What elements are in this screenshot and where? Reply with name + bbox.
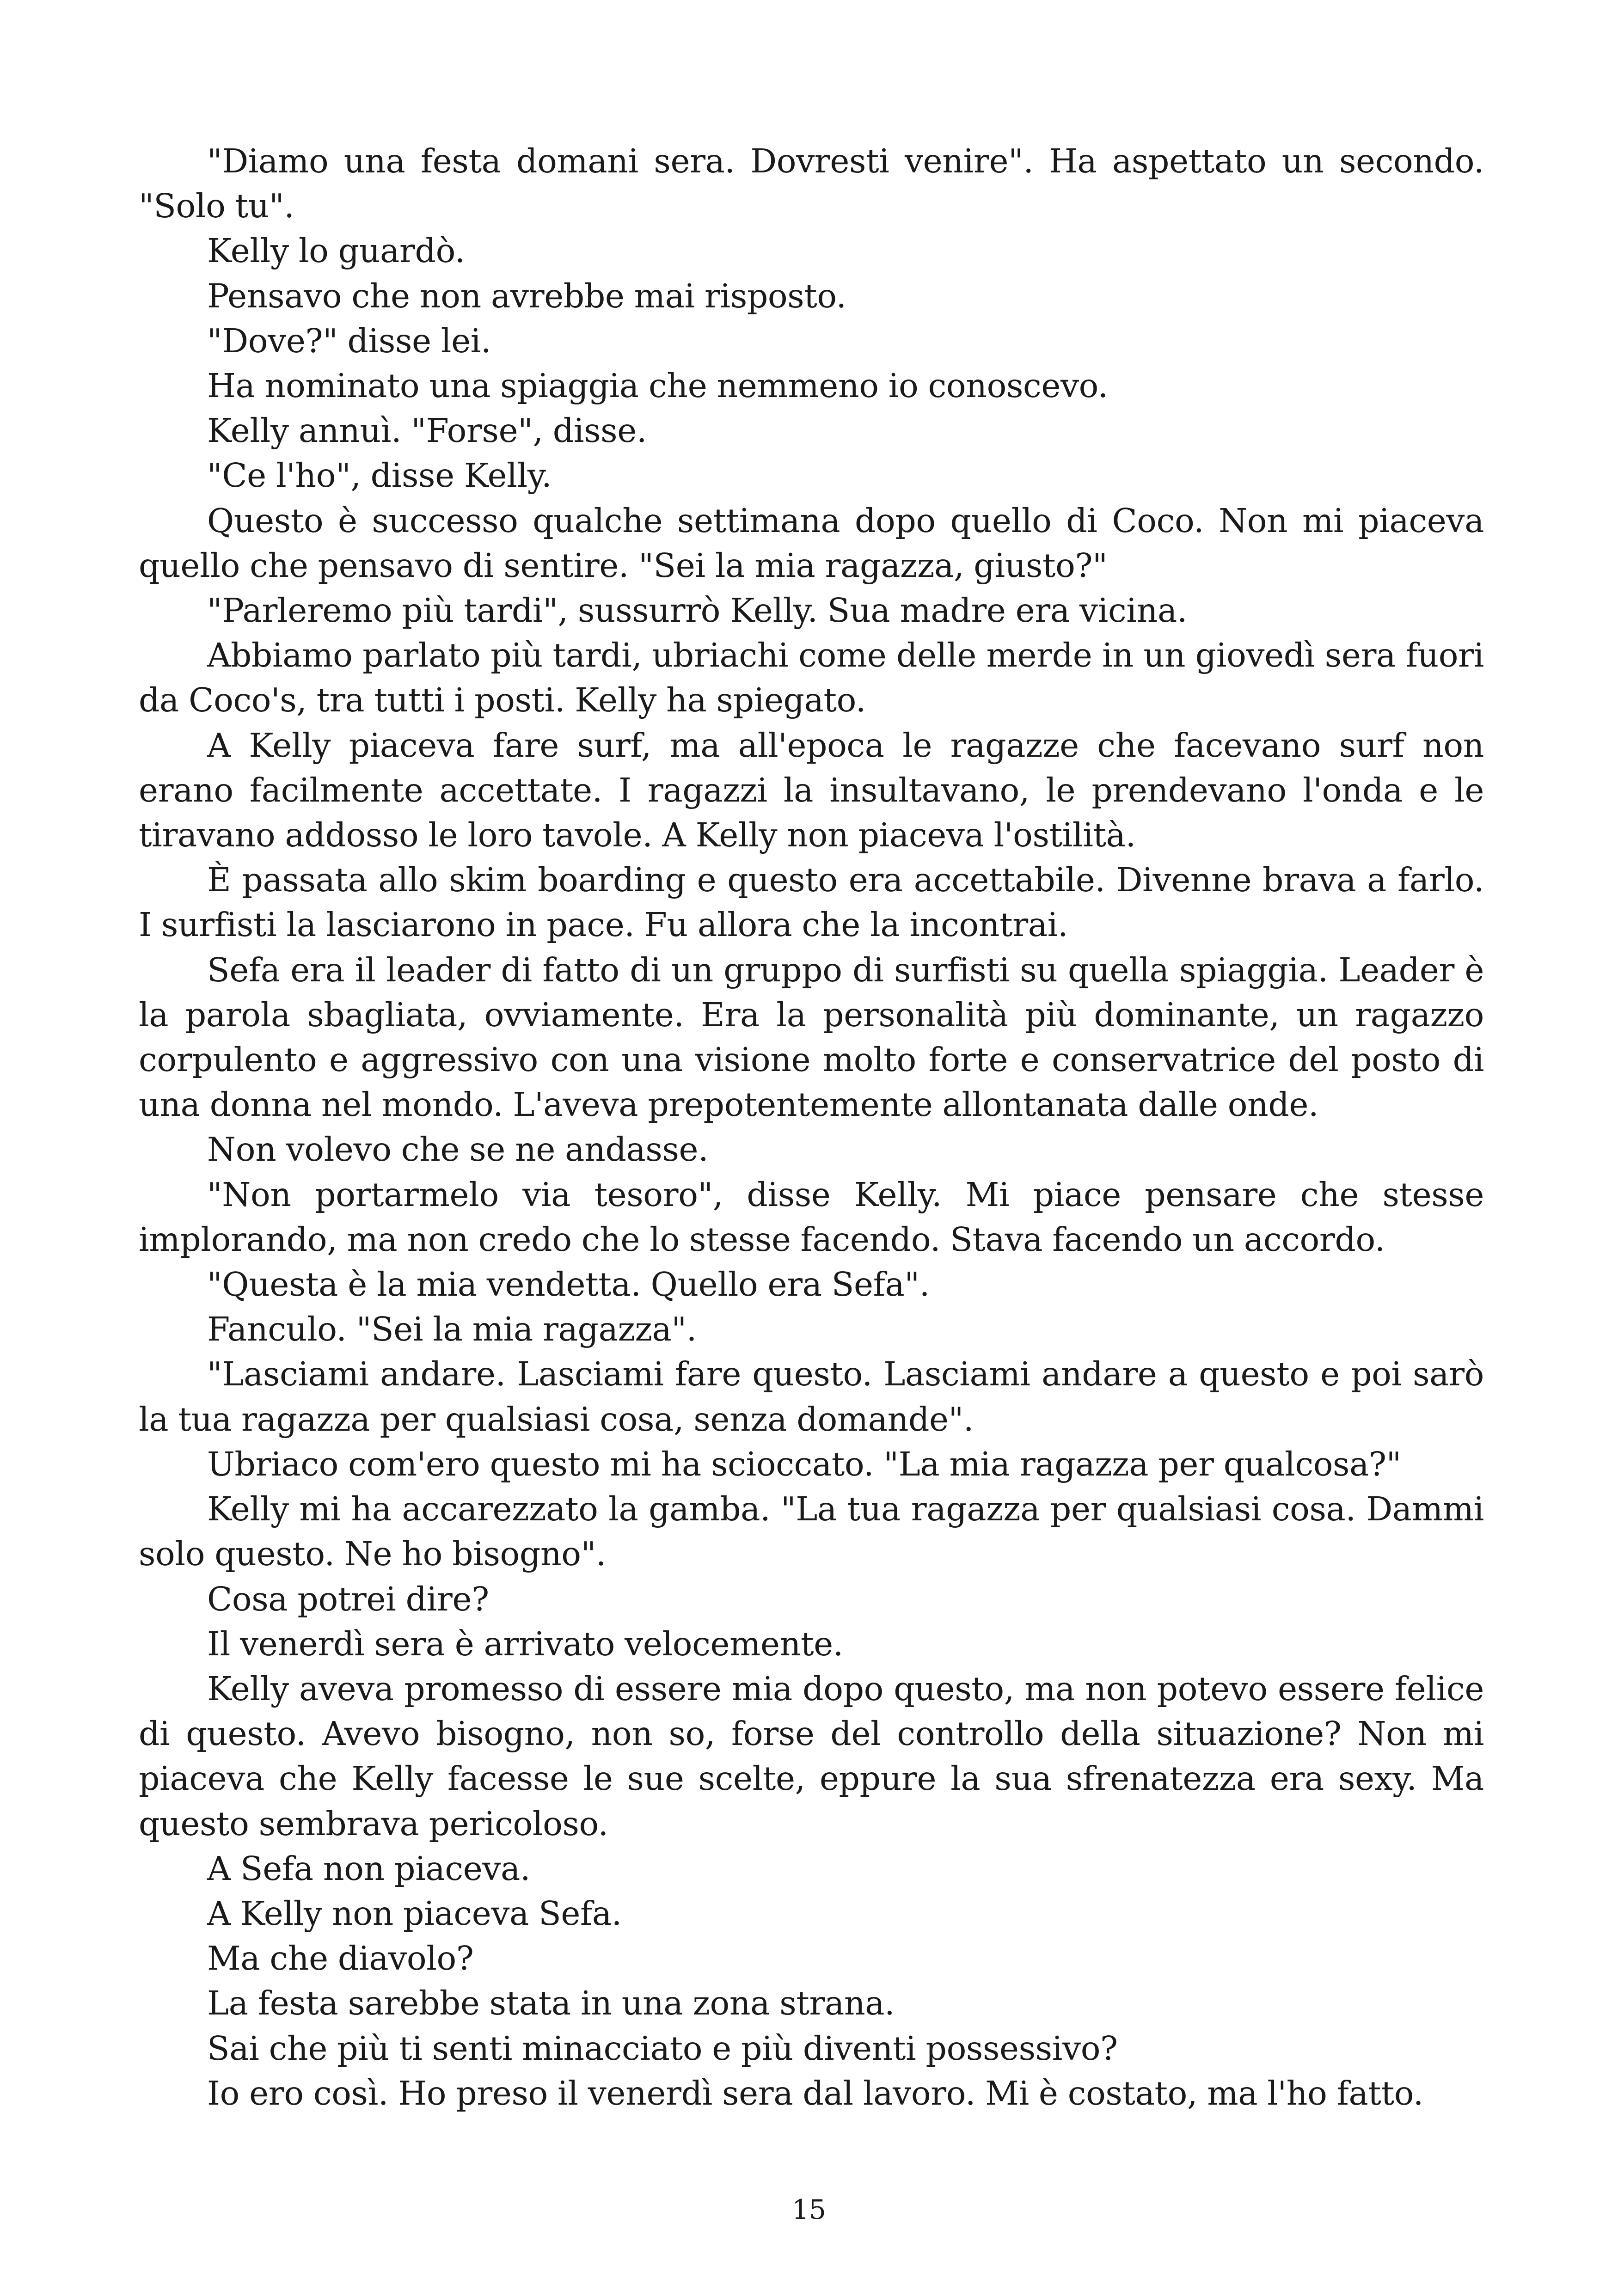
paragraph: Abbiamo parlato più tardi, ubriachi come delle merde in un giovedì sera fuori da Coco's, tra tutti i posti. Kelly ha spiegato. [139, 636, 1484, 720]
paragraph: Io ero così. Ho preso il venerdì sera dal lavoro. Mi è costato, ma l'ho fatto. [207, 2074, 1423, 2112]
paragraph: A Kelly piaceva fare surf, ma all'epoca le ragazze che facevano surf non erano facilmente accettate. I ragazzi la insultavano, le prendevano l'onda e le tiravano addosso le loro tavole. A Kelly non piaceva l'ostilità. [139, 726, 1484, 855]
page-number: 15 [792, 2194, 826, 2225]
paragraph: "Dove?" disse lei. [207, 321, 491, 360]
paragraph: Kelly mi ha accarezzato la gamba. "La tua ragazza per qualsiasi cosa. Dammi solo questo. Ne ho bisogno". [139, 1490, 1484, 1574]
paragraph: Ubriaco com'ero questo mi ha scioccato. "La mia ragazza per qualcosa?" [207, 1445, 1401, 1483]
body-text [139, 139, 1484, 2116]
paragraph: Sefa era il leader di fatto di un gruppo di surfisti su quella spiaggia. Leader è la parola sbagliata, ovviamente. Era la personalità più dominante, un ragazzo corpulento e aggressivo con una visione molto forte e conservatrice del posto di una donna nel mondo. L'aveva prepotentemente allontanata dalle onde. [139, 950, 1484, 1124]
paragraph: La festa sarebbe stata in una zona strana. [207, 1984, 895, 2023]
paragraph: "Non portarmelo via tesoro", disse Kelly. Mi piace pensare che stesse implorando, ma non credo che lo stesse facendo. Stava facendo un accordo. [139, 1175, 1484, 1259]
paragraph: A Sefa non piaceva. [207, 1849, 531, 1888]
paragraph: Sai che più ti senti minacciato e più diventi possessivo? [207, 2029, 1118, 2068]
paragraph: "Questa è la mia vendetta. Quello era Sefa". [207, 1265, 930, 1304]
paragraph: "Parleremo più tardi", sussurrò Kelly. Sua madre era vicina. [207, 591, 1188, 630]
paragraph: Kelly aveva promesso di essere mia dopo questo, ma non potevo essere felice di questo. Avevo bisogno, non so, forse del controllo della situazione? Non mi piaceva che Kelly facesse le sue scelte, eppure la sua sfrenatezza era sexy. Ma questo sembrava pericoloso. [139, 1669, 1484, 1843]
paragraph: "Diamo una festa domani sera. Dovresti venire". Ha aspettato un secondo. "Solo tu". [139, 142, 1484, 226]
paragraph: Questo è successo qualche settimana dopo quello di Coco. Non mi piaceva quello che pensavo di sentire. "Sei la mia ragazza, giusto?" [139, 501, 1484, 585]
paragraph: Kelly lo guardò. [207, 232, 465, 270]
paragraph: "Lasciami andare. Lasciami fare questo. Lasciami andare a questo e poi sarò la tua ragazza per qualsiasi cosa, senza domande". [139, 1355, 1484, 1439]
paragraph: Cosa potrei dire? [207, 1580, 489, 1618]
paragraph: È passata allo skim boarding e questo era accettabile. Divenne brava a farlo. I surfisti la lasciarono in pace. Fu allora che la incontrai. [139, 861, 1484, 944]
paragraph: Non volevo che se ne andasse. [207, 1130, 709, 1169]
paragraph: Ha nominato una spiaggia che nemmeno io conoscevo. [207, 367, 1108, 405]
paragraph: Ma che diavolo? [207, 1939, 474, 1978]
paragraph: Kelly annuì. "Forse", disse. [207, 411, 647, 450]
paragraph: Fanculo. "Sei la mia ragazza". [207, 1310, 697, 1349]
paragraph: Pensavo che non avrebbe mai risposto. [207, 276, 846, 315]
paragraph: Il venerdì sera è arrivato velocemente. [207, 1624, 843, 1663]
paragraph: A Kelly non piaceva Sefa. [207, 1894, 622, 1933]
paragraph: "Ce l'ho", disse Kelly. [207, 456, 552, 495]
